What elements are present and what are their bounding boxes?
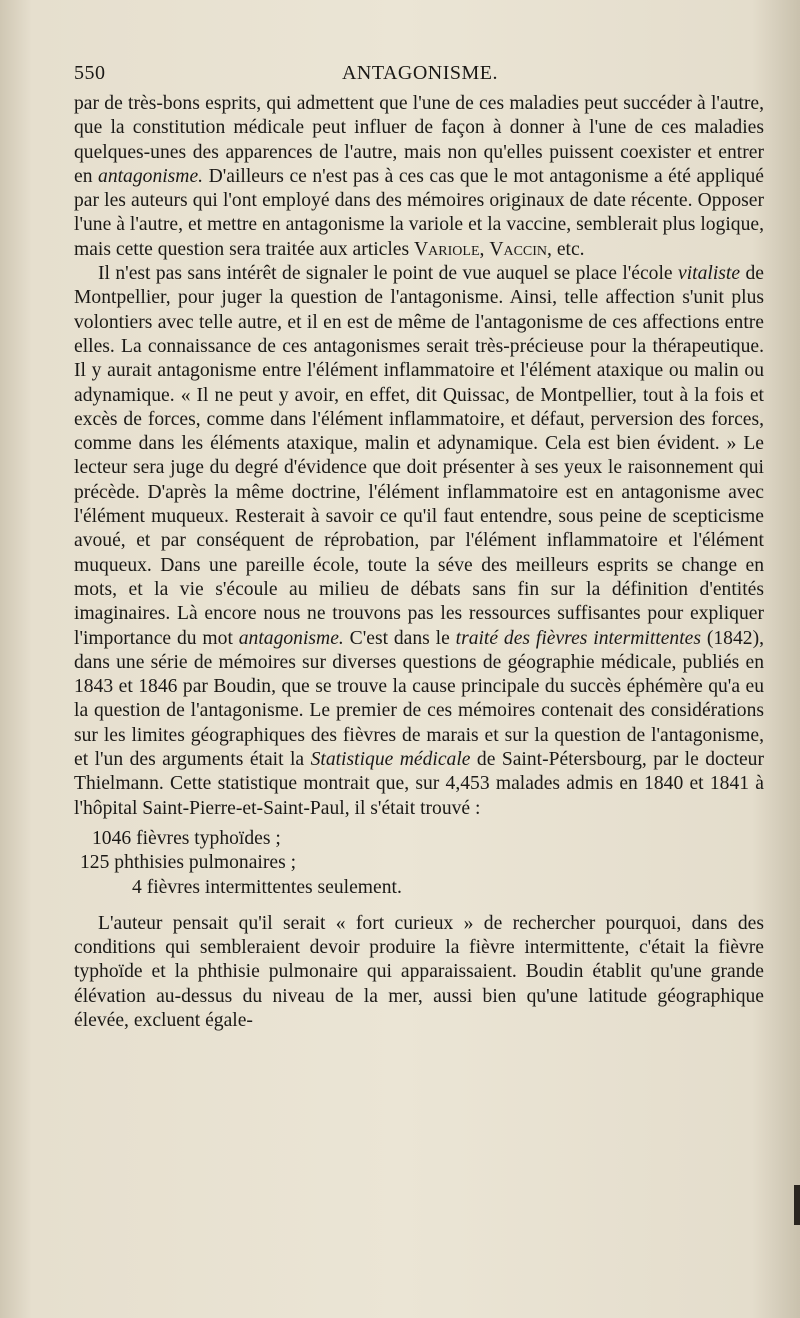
paragraph-1: [74, 92, 764, 262]
statistics-list: [74, 827, 764, 900]
statistic-line: 125 phthisies pulmonaires ;: [80, 852, 297, 874]
paragraph-2: [74, 262, 764, 821]
italic-run: vitaliste: [678, 263, 741, 285]
statistic-line: 4 fièvres intermittentes seulement.: [132, 876, 402, 898]
page-number: 550: [74, 62, 106, 84]
text-run: , etc.: [547, 238, 585, 260]
text-run: de Saint-Pétersbourg, par le docteur Thielmann. Cette statistique montrait que, sur 4,453 malades admis en 1840 et 1841 à l'hôpital Saint-Pierre-et-Saint-Paul, il s'était trouvé :: [74, 749, 764, 819]
text-run: Il n'est pas sans intérêt de signaler le point de vue auquel se place l'école: [98, 263, 679, 285]
running-title: ANTAGONISME.: [341, 62, 499, 84]
text-run: (1842), dans une série de mémoires sur diverses questions de géographie médicale, publiés en 1843 et 1846 par Boudin, que se trouve la cause principale du succès éphémère qu'a eu la question de l'antagonisme. Le premier de ces mémoires contenait des considérations sur les limites géographiques des fièvres de marais et sur la question de l'antagonisme, et l'un des arguments était la: [74, 627, 764, 771]
text-run: L'auteur pensait qu'il serait « fort curieux » de rechercher pourquoi, dans des conditions qui sembleraient devoir produire la fièvre intermittente, c'était la fièvre typhoïde et la phthisie pulmonaire qui apparaissaient. Boudin établit qu'une grande élévation au-dessus du niveau de la mer, aussi bien qu'une latitude géographique élevée, excluent égale-: [74, 912, 764, 1031]
italic-run: antagonisme.: [98, 165, 204, 187]
italic-run: Statistique médicale: [310, 749, 471, 771]
page-edge-mark: [794, 1185, 800, 1225]
text-run: ,: [479, 238, 490, 260]
italic-run: antagonisme.: [238, 627, 344, 649]
text-run: de Montpellier, pour juger la question de l'antagonisme. Ainsi, telle affection s'unit plus volontiers avec telle autre, et il en est de même de l'antagonisme de ces affections entre elles. La connaissance de ces antagonismes serait très-précieuse pour la thérapeutique. Il y aurait antagonisme entre l'élément inflammatoire et l'élément ataxique ou malin ou adynamique. « Il ne peut y avoir, en effet, dit Quissac, de Montpellier, tout à la fois et excès de forces, comme dans l'élément inflammatoire, et défaut, perversion des forces, comme dans les éléments ataxique, malin et adynamique. Cela est bien évident. » Le lecteur sera juge du degré d'évidence que doit présenter à ses yeux le raisonnement qui précède. D'après la même doctrine, l'élément inflammatoire est en antagonisme avec l'élément muqueux. Resterait à savoir ce qu'il faut entendre, sous peine de scepticisme avoué, et par conséquent de réprobation, par l'élément inflammatoire et l'élément muqueux. Dans une pareille école, toute la séve des meilleurs esprits se change en mots, et la vie s'écoule au milieu de débats sans fin sur la définition d'entités imaginaires. Là encore nous ne trouvons pas les ressources suffisantes pour expliquer l'importance du mot: [74, 263, 764, 649]
small-caps-run: Variole: [414, 238, 480, 260]
body-text: [74, 92, 764, 1033]
small-caps-run: Vaccin: [489, 238, 548, 260]
text-run: C'est dans le: [343, 627, 456, 649]
italic-run: traité des fièvres intermittentes: [455, 627, 701, 649]
page-header: [74, 62, 766, 92]
text-run: D'ailleurs ce n'est pas à ces cas que le mot antagonisme a été appliqué par les auteurs qui l'ont employé dans des mémoires originaux de date récente. Opposer l'une à l'autre, et mettre en antagonisme la variole et la vaccine, semblerait plus logique, mais cette question sera traitée aux articles: [74, 165, 764, 260]
text-run: par de très-bons esprits, qui admettent que l'une de ces maladies peut succéder à l'autre, que la constitution médicale peut influer de façon à donner à l'une de ces maladies quelques-unes des apparences de l'autre, mais non qu'elles puissent coexister et entrer en: [74, 93, 764, 187]
statistic-line: 1046 fièvres typhoïdes ;: [92, 827, 281, 849]
paragraph-3: [74, 912, 764, 1033]
